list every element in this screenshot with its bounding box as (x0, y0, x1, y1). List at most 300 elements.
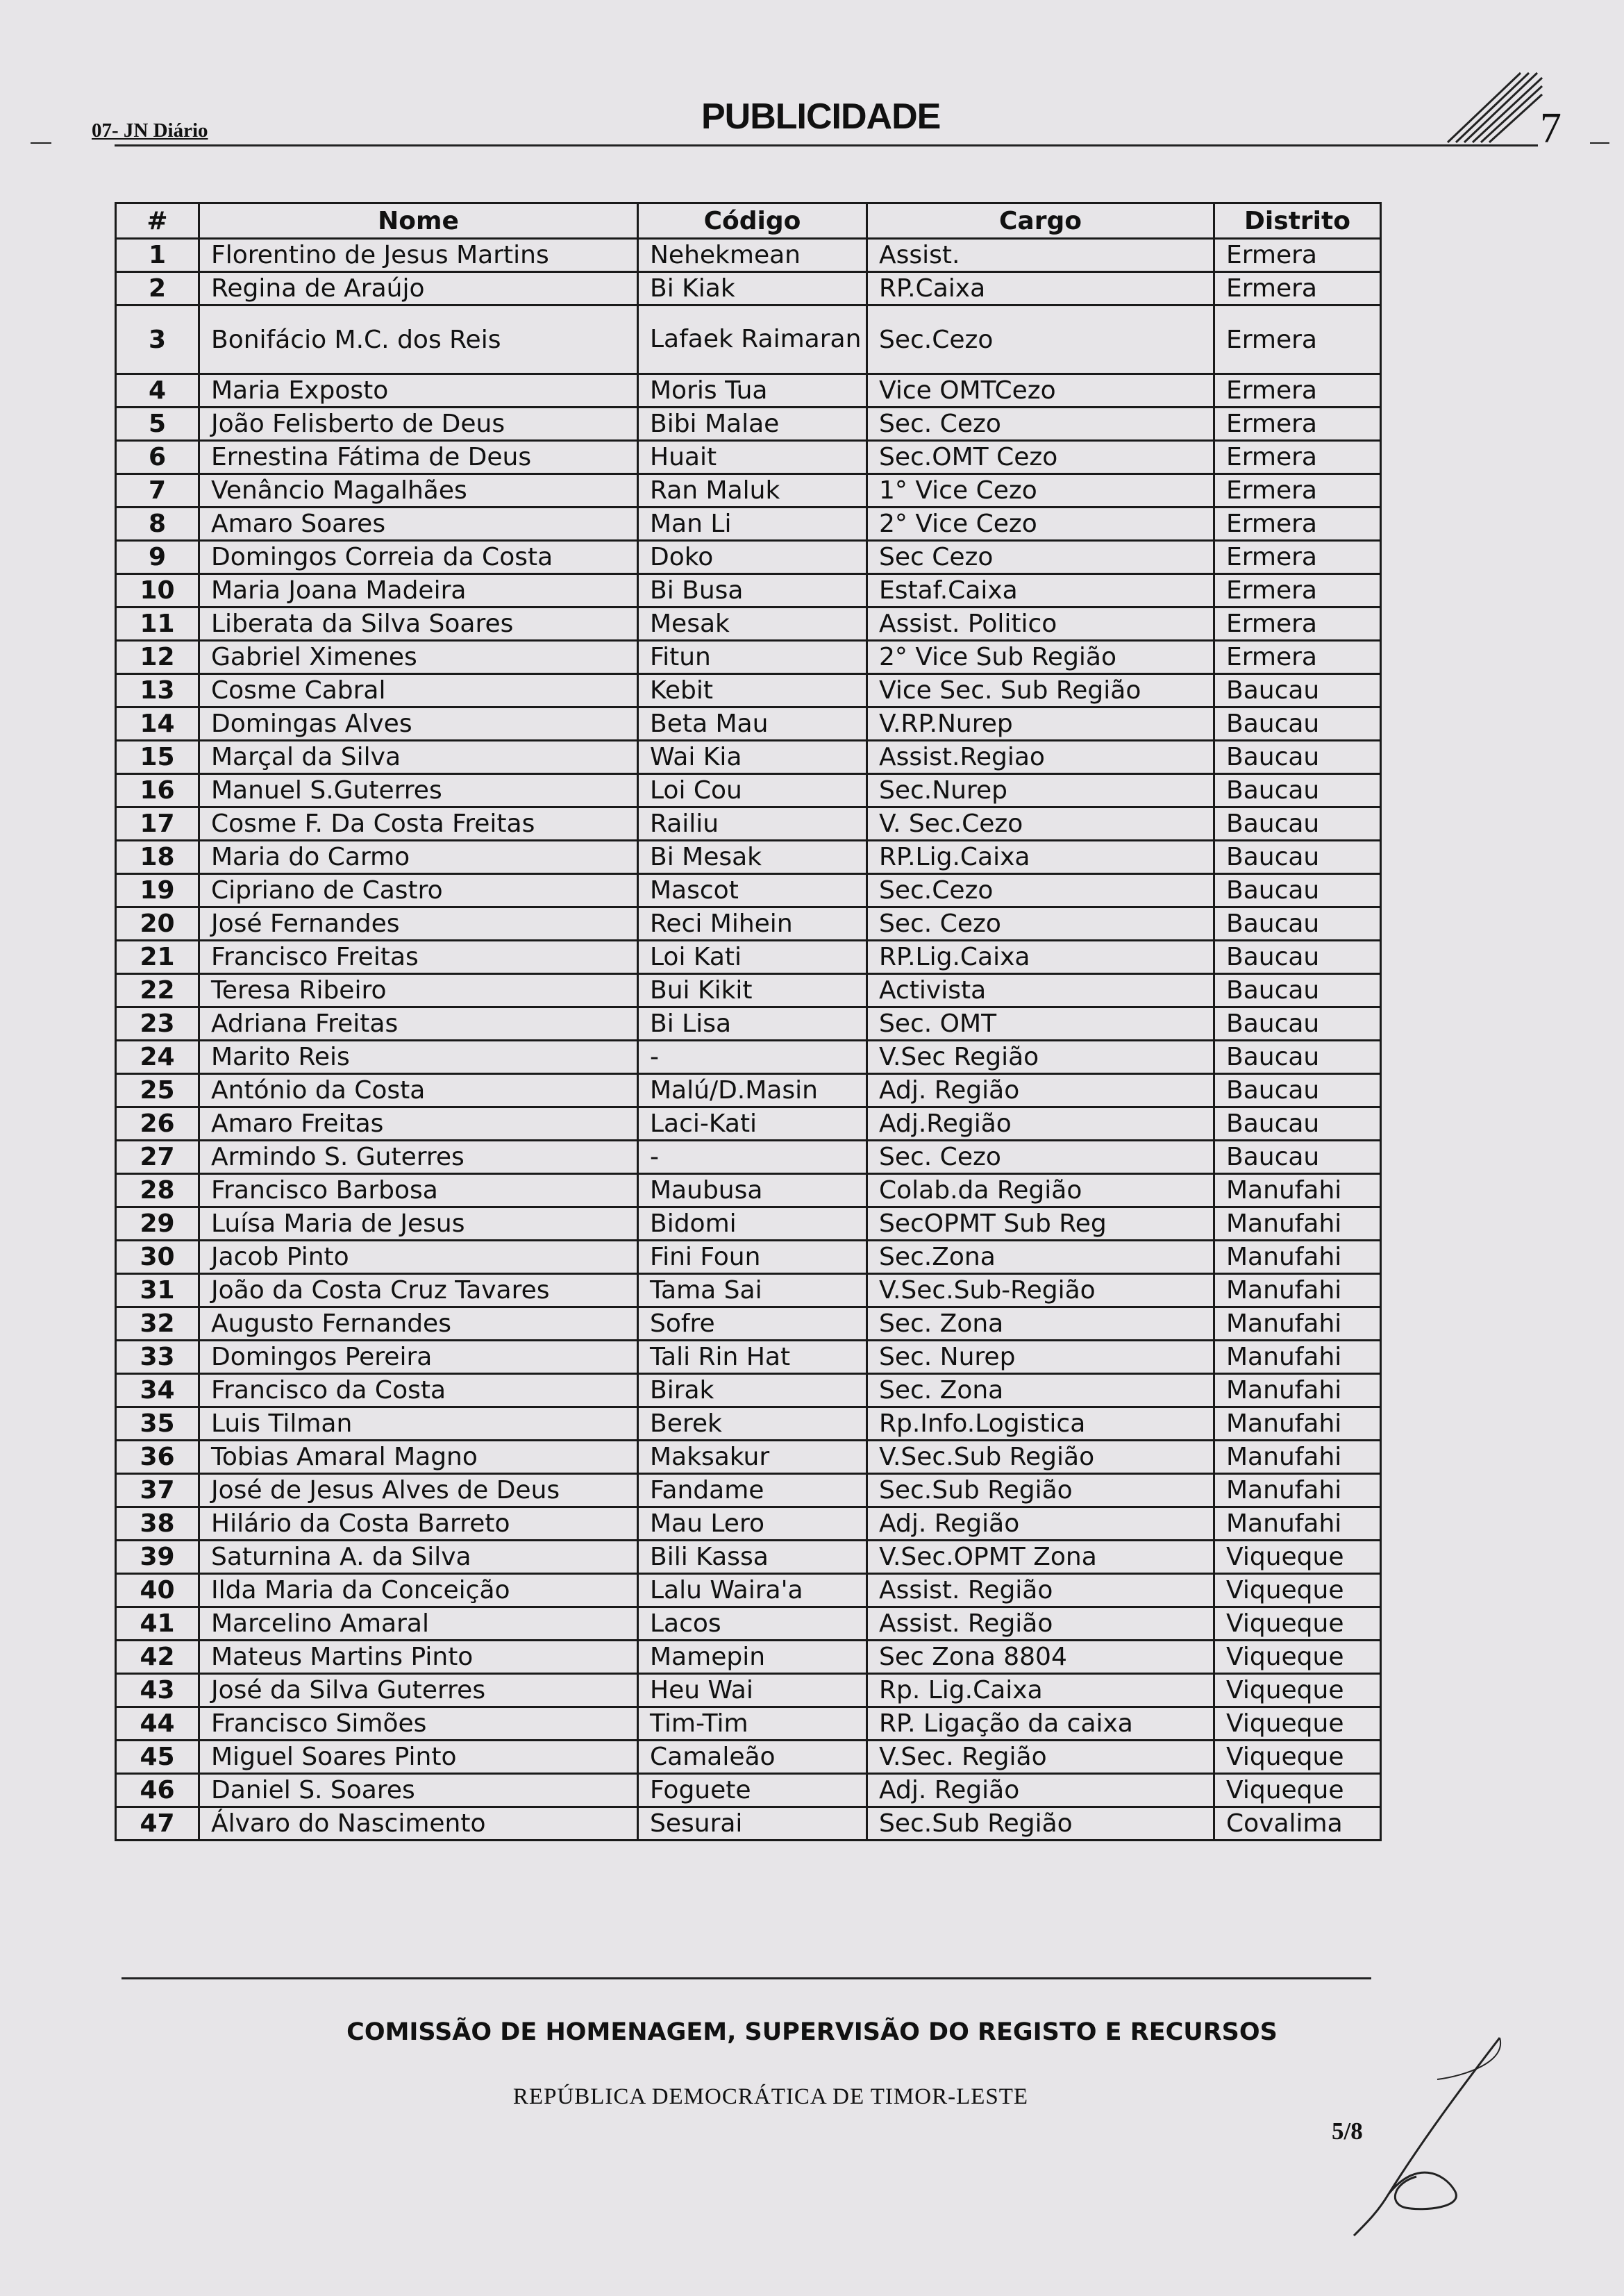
member-role: V.Sec.OPMT Zona (867, 1541, 1214, 1574)
member-role: Assist.Regiao (867, 741, 1214, 774)
member-code: Fini Foun (638, 1241, 867, 1274)
table-row (116, 1007, 1381, 1041)
member-district: Ermera (1214, 408, 1381, 441)
row-number: 35 (116, 1407, 199, 1441)
row-number: 33 (116, 1341, 199, 1374)
members-table (115, 202, 1382, 1841)
row-number: 16 (116, 774, 199, 807)
member-name: Maria do Carmo (199, 841, 638, 874)
member-role: RP.Lig.Caixa (867, 941, 1214, 974)
row-number: 6 (116, 441, 199, 474)
table-row (116, 441, 1381, 474)
member-name: Marito Reis (199, 1041, 638, 1074)
row-number: 43 (116, 1674, 199, 1707)
table-row (116, 774, 1381, 807)
table-row (116, 1474, 1381, 1507)
member-role: Assist. Politico (867, 607, 1214, 641)
member-code: Lacos (638, 1607, 867, 1641)
table-row (116, 1207, 1381, 1241)
member-district: Ermera (1214, 374, 1381, 408)
row-number: 12 (116, 641, 199, 674)
member-code: Mascot (638, 874, 867, 907)
member-name: Francisco da Costa (199, 1374, 638, 1407)
member-district: Ermera (1214, 641, 1381, 674)
column-header-distrito: Distrito (1214, 203, 1381, 239)
member-role: Sec.Sub Região (867, 1474, 1214, 1507)
member-code: Bili Kassa (638, 1541, 867, 1574)
header-rule (115, 144, 1538, 146)
member-role: Adj. Região (867, 1774, 1214, 1807)
member-role: Sec. Zona (867, 1307, 1214, 1341)
row-number: 11 (116, 607, 199, 641)
column-header-cargo: Cargo (867, 203, 1214, 239)
member-code: Mamepin (638, 1641, 867, 1674)
row-number: 46 (116, 1774, 199, 1807)
member-name: Manuel S.Guterres (199, 774, 638, 807)
member-name: Domingos Pereira (199, 1341, 638, 1374)
member-name: Venâncio Magalhães (199, 474, 638, 508)
member-name: Teresa Ribeiro (199, 974, 638, 1007)
footer-rule (122, 1977, 1371, 1979)
row-number: 19 (116, 874, 199, 907)
member-role: SecOPMT Sub Reg (867, 1207, 1214, 1241)
row-number: 15 (116, 741, 199, 774)
member-role: Rp. Lig.Caixa (867, 1674, 1214, 1707)
member-role: Sec. Nurep (867, 1341, 1214, 1374)
member-code: Maubusa (638, 1174, 867, 1207)
table-row (116, 1141, 1381, 1174)
member-role: Assist. Região (867, 1607, 1214, 1641)
table-row (116, 607, 1381, 641)
row-number: 20 (116, 907, 199, 941)
row-number: 42 (116, 1641, 199, 1674)
member-district: Manufahi (1214, 1241, 1381, 1274)
member-code: Bi Busa (638, 574, 867, 607)
member-district: Baucau (1214, 1007, 1381, 1041)
commission-title: COMISSÃO DE HOMENAGEM, SUPERVISÃO DO REGISTO E RECURSOS (346, 2018, 1278, 2046)
row-number: 4 (116, 374, 199, 408)
member-code: Loi Kati (638, 941, 867, 974)
row-number: 21 (116, 941, 199, 974)
member-district: Baucau (1214, 741, 1381, 774)
member-name: Álvaro do Nascimento (199, 1807, 638, 1841)
member-code: Fandame (638, 1474, 867, 1507)
member-role: Sec.Zona (867, 1241, 1214, 1274)
member-role: Adj.Região (867, 1107, 1214, 1141)
member-role: 2° Vice Sub Região (867, 641, 1214, 674)
table-row (116, 1607, 1381, 1641)
table-row (116, 874, 1381, 907)
member-district: Viqueque (1214, 1741, 1381, 1774)
member-name: Augusto Fernandes (199, 1307, 638, 1341)
member-name: Mateus Martins Pinto (199, 1641, 638, 1674)
member-role: Assist. Região (867, 1574, 1214, 1607)
newspaper-label: 07- JN Diário (92, 119, 208, 142)
member-role: Sec.Cezo (867, 874, 1214, 907)
handwritten-signature (1340, 2034, 1527, 2243)
member-district: Viqueque (1214, 1607, 1381, 1641)
table-row (116, 1807, 1381, 1841)
table-row (116, 1741, 1381, 1774)
member-district: Baucau (1214, 674, 1381, 707)
table-row (116, 1174, 1381, 1207)
page-number: 7 (1540, 105, 1562, 152)
member-role: Assist. (867, 239, 1214, 272)
member-district: Covalima (1214, 1807, 1381, 1841)
member-name: Marçal da Silva (199, 741, 638, 774)
member-district: Manufahi (1214, 1507, 1381, 1541)
row-number: 36 (116, 1441, 199, 1474)
member-district: Ermera (1214, 441, 1381, 474)
table-row (116, 1274, 1381, 1307)
member-district: Baucau (1214, 774, 1381, 807)
member-name: Hilário da Costa Barreto (199, 1507, 638, 1541)
member-code: Huait (638, 441, 867, 474)
row-number: 14 (116, 707, 199, 741)
row-number: 40 (116, 1574, 199, 1607)
member-code: Heu Wai (638, 1674, 867, 1707)
member-role: V.RP.Nurep (867, 707, 1214, 741)
member-name: Regina de Araújo (199, 272, 638, 305)
row-number: 29 (116, 1207, 199, 1241)
member-district: Ermera (1214, 541, 1381, 574)
member-name: Luísa Maria de Jesus (199, 1207, 638, 1241)
member-district: Baucau (1214, 974, 1381, 1007)
member-role: Colab.da Região (867, 1174, 1214, 1207)
table-row (116, 1441, 1381, 1474)
member-name: Marcelino Amaral (199, 1607, 638, 1641)
member-name: João Felisberto de Deus (199, 408, 638, 441)
member-name: Cosme F. Da Costa Freitas (199, 807, 638, 841)
member-code: Nehekmean (638, 239, 867, 272)
member-name: Bonifácio M.C. dos Reis (199, 305, 638, 374)
member-role: Adj. Região (867, 1074, 1214, 1107)
member-district: Ermera (1214, 239, 1381, 272)
column-header-number: # (116, 203, 199, 239)
table-row (116, 305, 1381, 374)
member-role: Vice Sec. Sub Região (867, 674, 1214, 707)
member-district: Manufahi (1214, 1407, 1381, 1441)
member-district: Baucau (1214, 941, 1381, 974)
table-row (116, 1107, 1381, 1141)
member-district: Viqueque (1214, 1541, 1381, 1574)
member-role: 2° Vice Cezo (867, 508, 1214, 541)
table-row (116, 508, 1381, 541)
member-district: Viqueque (1214, 1774, 1381, 1807)
member-name: Domingas Alves (199, 707, 638, 741)
member-role: Sec.Nurep (867, 774, 1214, 807)
table-row (116, 1074, 1381, 1107)
member-district: Manufahi (1214, 1374, 1381, 1407)
member-name: Florentino de Jesus Martins (199, 239, 638, 272)
table-row (116, 741, 1381, 774)
table-row (116, 907, 1381, 941)
row-number: 9 (116, 541, 199, 574)
member-code: Bui Kikit (638, 974, 867, 1007)
row-number: 26 (116, 1107, 199, 1141)
member-name: Cipriano de Castro (199, 874, 638, 907)
row-number: 38 (116, 1507, 199, 1541)
member-role: Sec. OMT (867, 1007, 1214, 1041)
member-district: Manufahi (1214, 1274, 1381, 1307)
member-name: Maria Exposto (199, 374, 638, 408)
member-district: Manufahi (1214, 1441, 1381, 1474)
member-code: Birak (638, 1374, 867, 1407)
member-code: Beta Mau (638, 707, 867, 741)
row-number: 39 (116, 1541, 199, 1574)
table-row (116, 974, 1381, 1007)
row-number: 8 (116, 508, 199, 541)
row-number: 25 (116, 1074, 199, 1107)
row-number: 17 (116, 807, 199, 841)
row-number: 37 (116, 1474, 199, 1507)
member-role: Sec.Cezo (867, 305, 1214, 374)
member-district: Ermera (1214, 474, 1381, 508)
member-name: Miguel Soares Pinto (199, 1741, 638, 1774)
table-row (116, 374, 1381, 408)
member-district: Viqueque (1214, 1674, 1381, 1707)
table-row (116, 272, 1381, 305)
member-district: Baucau (1214, 807, 1381, 841)
member-district: Baucau (1214, 1074, 1381, 1107)
member-code: Malú/D.Masin (638, 1074, 867, 1107)
member-name: Ilda Maria da Conceição (199, 1574, 638, 1607)
member-district: Baucau (1214, 1041, 1381, 1074)
table-row (116, 807, 1381, 841)
member-code: Bibi Malae (638, 408, 867, 441)
member-code: Bi Kiak (638, 272, 867, 305)
member-code: Wai Kia (638, 741, 867, 774)
member-name: Tobias Amaral Magno (199, 1441, 638, 1474)
member-district: Ermera (1214, 607, 1381, 641)
table-row (116, 1641, 1381, 1674)
member-district: Ermera (1214, 305, 1381, 374)
republic-name: REPÚBLICA DEMOCRÁTICA DE TIMOR-LESTE (512, 2084, 1029, 2109)
row-number: 41 (116, 1607, 199, 1641)
row-number: 3 (116, 305, 199, 374)
table-header-row (116, 203, 1381, 239)
member-name: Adriana Freitas (199, 1007, 638, 1041)
member-name: Francisco Simões (199, 1707, 638, 1741)
member-code: Sesurai (638, 1807, 867, 1841)
table-row (116, 641, 1381, 674)
table-row (116, 239, 1381, 272)
row-number: 13 (116, 674, 199, 707)
member-district: Baucau (1214, 1141, 1381, 1174)
member-name: Gabriel Ximenes (199, 641, 638, 674)
member-name: Francisco Barbosa (199, 1174, 638, 1207)
member-name: Jacob Pinto (199, 1241, 638, 1274)
member-district: Ermera (1214, 574, 1381, 607)
member-code: Berek (638, 1407, 867, 1441)
member-code: Fitun (638, 641, 867, 674)
member-code: Bidomi (638, 1207, 867, 1241)
row-number: 22 (116, 974, 199, 1007)
table-row (116, 1774, 1381, 1807)
member-role: Sec Zona 8804 (867, 1641, 1214, 1674)
member-code: Ran Maluk (638, 474, 867, 508)
member-name: António da Costa (199, 1074, 638, 1107)
table-row (116, 1541, 1381, 1574)
row-number: 10 (116, 574, 199, 607)
table-row (116, 408, 1381, 441)
member-code: Maksakur (638, 1441, 867, 1474)
table-row (116, 941, 1381, 974)
member-name: Domingos Correia da Costa (199, 541, 638, 574)
member-name: João da Costa Cruz Tavares (199, 1274, 638, 1307)
member-district: Baucau (1214, 1107, 1381, 1141)
member-name: Luis Tilman (199, 1407, 638, 1441)
member-district: Viqueque (1214, 1574, 1381, 1607)
member-district: Viqueque (1214, 1707, 1381, 1741)
row-number: 28 (116, 1174, 199, 1207)
member-role: Sec. Cezo (867, 1141, 1214, 1174)
member-code: Sofre (638, 1307, 867, 1341)
member-code: Reci Mihein (638, 907, 867, 941)
table-row (116, 1574, 1381, 1607)
member-district: Baucau (1214, 874, 1381, 907)
member-name: José Fernandes (199, 907, 638, 941)
member-code: Man Li (638, 508, 867, 541)
member-role: Activista (867, 974, 1214, 1007)
row-number: 1 (116, 239, 199, 272)
member-code: Lafaek Raimaran (638, 305, 867, 374)
member-name: Ernestina Fátima de Deus (199, 441, 638, 474)
member-role: Adj. Região (867, 1507, 1214, 1541)
member-role: RP. Ligação da caixa (867, 1707, 1214, 1741)
table-row (116, 674, 1381, 707)
member-role: RP.Lig.Caixa (867, 841, 1214, 874)
table-row (116, 474, 1381, 508)
row-number: 23 (116, 1007, 199, 1041)
table-row (116, 574, 1381, 607)
member-code: Bi Lisa (638, 1007, 867, 1041)
row-number: 34 (116, 1374, 199, 1407)
member-code: Loi Cou (638, 774, 867, 807)
row-number: 7 (116, 474, 199, 508)
member-district: Manufahi (1214, 1341, 1381, 1374)
table-row (116, 1707, 1381, 1741)
member-name: Liberata da Silva Soares (199, 607, 638, 641)
member-district: Manufahi (1214, 1307, 1381, 1341)
column-header-codigo: Código (638, 203, 867, 239)
member-district: Baucau (1214, 907, 1381, 941)
member-code: Mau Lero (638, 1507, 867, 1541)
member-role: Sec.OMT Cezo (867, 441, 1214, 474)
member-role: Sec Cezo (867, 541, 1214, 574)
member-role: Vice OMTCezo (867, 374, 1214, 408)
table-row (116, 1307, 1381, 1341)
member-role: V.Sec.Sub Região (867, 1441, 1214, 1474)
row-number: 5 (116, 408, 199, 441)
row-number: 44 (116, 1707, 199, 1741)
sheet-page-number: 5/8 (1332, 2118, 1363, 2145)
member-role: Rp.Info.Logistica (867, 1407, 1214, 1441)
header-dash-right (1590, 142, 1609, 144)
table-row (116, 707, 1381, 741)
member-code: - (638, 1141, 867, 1174)
member-role: V.Sec. Região (867, 1741, 1214, 1774)
member-code: Kebit (638, 674, 867, 707)
row-number: 27 (116, 1141, 199, 1174)
member-role: RP.Caixa (867, 272, 1214, 305)
table-row (116, 1241, 1381, 1274)
member-name: José da Silva Guterres (199, 1674, 638, 1707)
row-number: 2 (116, 272, 199, 305)
table-row (116, 1507, 1381, 1541)
member-code: Railiu (638, 807, 867, 841)
member-code: Laci-Kati (638, 1107, 867, 1141)
member-name: Francisco Freitas (199, 941, 638, 974)
table-row (116, 1341, 1381, 1374)
member-role: Estaf.Caixa (867, 574, 1214, 607)
row-number: 45 (116, 1741, 199, 1774)
member-role: V.Sec.Sub-Região (867, 1274, 1214, 1307)
row-number: 24 (116, 1041, 199, 1074)
member-code: Doko (638, 541, 867, 574)
member-role: Sec. Cezo (867, 907, 1214, 941)
member-name: José de Jesus Alves de Deus (199, 1474, 638, 1507)
member-role: V. Sec.Cezo (867, 807, 1214, 841)
row-number: 31 (116, 1274, 199, 1307)
member-code: Bi Mesak (638, 841, 867, 874)
member-district: Manufahi (1214, 1474, 1381, 1507)
table-row (116, 1674, 1381, 1707)
column-header-nome: Nome (199, 203, 638, 239)
member-name: Maria Joana Madeira (199, 574, 638, 607)
member-code: Camaleão (638, 1741, 867, 1774)
table-row (116, 841, 1381, 874)
member-district: Baucau (1214, 707, 1381, 741)
member-role: Sec. Zona (867, 1374, 1214, 1407)
row-number: 47 (116, 1807, 199, 1841)
row-number: 30 (116, 1241, 199, 1274)
member-name: Amaro Soares (199, 508, 638, 541)
member-district: Manufahi (1214, 1174, 1381, 1207)
member-code: Mesak (638, 607, 867, 641)
member-district: Ermera (1214, 508, 1381, 541)
member-district: Ermera (1214, 272, 1381, 305)
table-row (116, 1041, 1381, 1074)
slashes-logo-icon (1441, 69, 1545, 146)
member-code: Foguete (638, 1774, 867, 1807)
member-name: Armindo S. Guterres (199, 1141, 638, 1174)
section-title: PUBLICIDADE (701, 97, 941, 137)
member-district: Baucau (1214, 841, 1381, 874)
member-code: Moris Tua (638, 374, 867, 408)
member-district: Viqueque (1214, 1641, 1381, 1674)
member-code: Tama Sai (638, 1274, 867, 1307)
member-name: Daniel S. Soares (199, 1774, 638, 1807)
member-name: Saturnina A. da Silva (199, 1541, 638, 1574)
member-code: Tim-Tim (638, 1707, 867, 1741)
member-role: V.Sec Região (867, 1041, 1214, 1074)
header-dash-left (31, 142, 51, 144)
table-row (116, 541, 1381, 574)
row-number: 32 (116, 1307, 199, 1341)
member-role: Sec. Cezo (867, 408, 1214, 441)
member-district: Manufahi (1214, 1207, 1381, 1241)
member-role: 1° Vice Cezo (867, 474, 1214, 508)
member-name: Cosme Cabral (199, 674, 638, 707)
member-name: Amaro Freitas (199, 1107, 638, 1141)
row-number: 18 (116, 841, 199, 874)
member-code: Tali Rin Hat (638, 1341, 867, 1374)
table-row (116, 1407, 1381, 1441)
member-code: Lalu Waira'a (638, 1574, 867, 1607)
table-row (116, 1374, 1381, 1407)
member-role: Sec.Sub Região (867, 1807, 1214, 1841)
